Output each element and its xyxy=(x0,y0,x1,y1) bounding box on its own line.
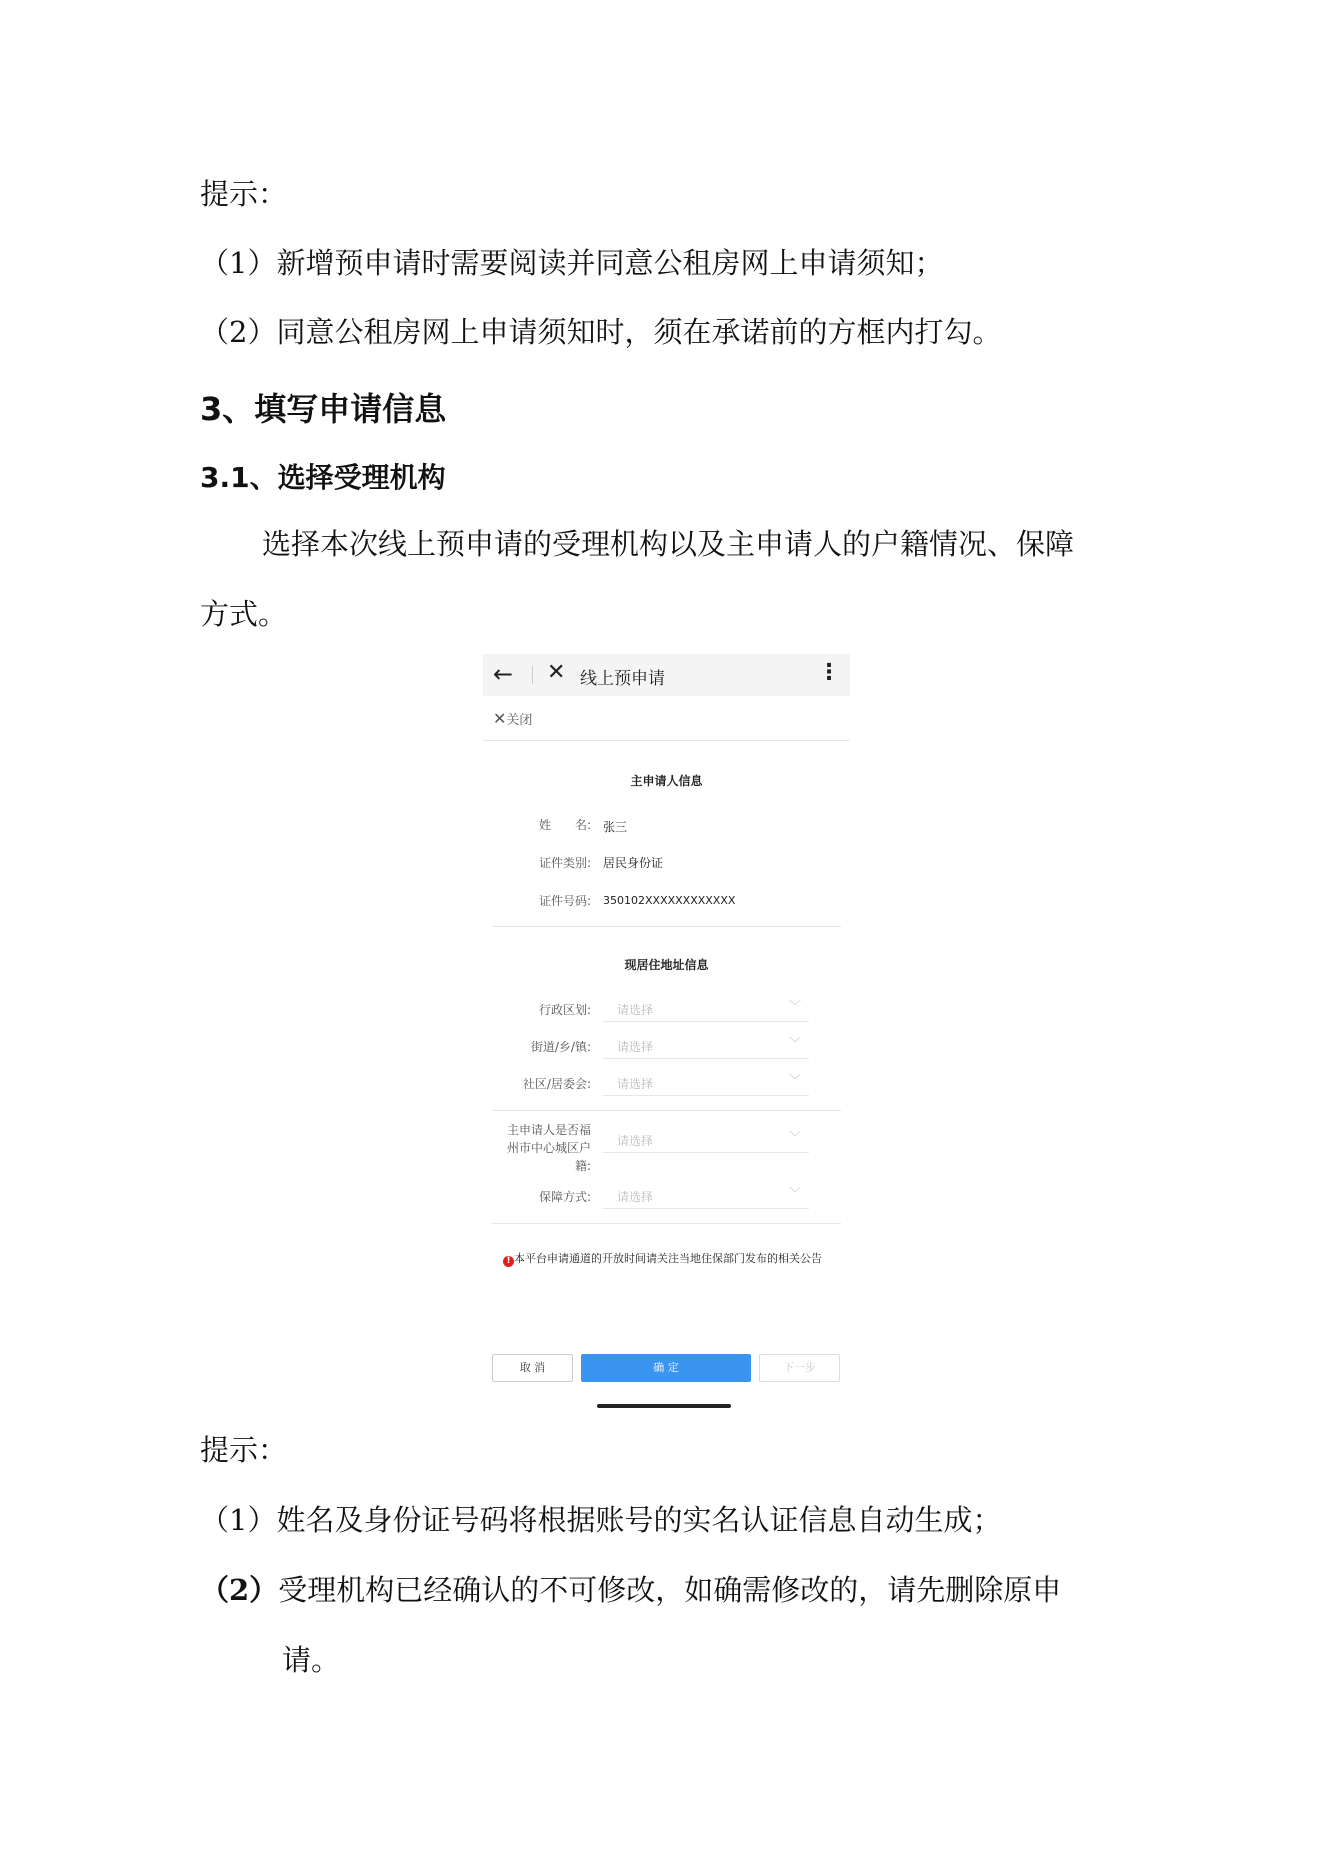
tip-item-3: （1）姓名及身份证号码将根据账号的实名认证信息自动生成； xyxy=(200,1503,1002,1537)
cancel-button[interactable]: 取 消 xyxy=(492,1354,573,1382)
tip-label-2: 提示： xyxy=(200,1433,288,1467)
district-select[interactable] xyxy=(603,993,809,1022)
tip-item-2: （2）同意公租房网上申请须知时，须在承诺前的方框内打勾。 xyxy=(200,315,1002,349)
intro-line-2: 方式。 xyxy=(200,597,288,631)
guarantee-placeholder: 请选择 xyxy=(617,1190,654,1204)
district-label: 行政区划: xyxy=(538,1003,591,1017)
community-placeholder: 请选择 xyxy=(617,1077,654,1091)
chevron-down-icon: ﹀ xyxy=(788,1186,801,1200)
id-number-value: 350102XXXXXXXXXXXX xyxy=(603,894,736,907)
id-number-label: 证件号码: xyxy=(538,894,591,908)
phone-screenshot xyxy=(483,654,850,1412)
hukou-label-line-1: 主申请人是否福 xyxy=(506,1123,591,1137)
guarantee-select[interactable] xyxy=(603,1180,809,1209)
tip-item-1: （1）新增预申请时需要阅读并同意公租房网上申请须知； xyxy=(200,246,944,280)
more-menu-icon[interactable]: ⋮ xyxy=(818,660,840,685)
topbar-title: 线上预申请 xyxy=(580,669,665,689)
applicant-section-title: 主申请人信息 xyxy=(630,774,703,788)
tip-item-4-number: （2） xyxy=(200,1573,279,1607)
tip-item-4-text: 受理机构已经确认的不可修改，如确需修改的，请先删除原申 xyxy=(278,1573,1062,1607)
close-x-icon: ✕ xyxy=(493,709,507,728)
id-type-value: 居民身份证 xyxy=(603,856,664,870)
close-label: 关闭 xyxy=(506,713,533,728)
guarantee-label: 保障方式: xyxy=(538,1190,591,1204)
intro-line-1: 选择本次线上预申请的受理机构以及主申请人的户籍情况、保障 xyxy=(262,527,1075,561)
divider xyxy=(483,740,850,741)
top-bar xyxy=(483,654,850,696)
back-arrow-icon[interactable]: ← xyxy=(493,660,514,688)
hukou-select[interactable] xyxy=(603,1124,809,1153)
home-indicator xyxy=(597,1404,731,1408)
street-label: 街道/乡/镇: xyxy=(530,1040,591,1054)
chevron-down-icon: ﹀ xyxy=(788,999,801,1013)
chevron-down-icon: ﹀ xyxy=(788,1130,801,1144)
street-placeholder: 请选择 xyxy=(617,1040,654,1054)
street-select[interactable] xyxy=(603,1030,809,1059)
name-value: 张三 xyxy=(603,820,628,834)
name-label: 姓 名: xyxy=(538,818,591,832)
divider xyxy=(492,926,841,927)
community-select[interactable] xyxy=(603,1067,809,1096)
hukou-placeholder: 请选择 xyxy=(617,1134,654,1148)
notice-text: 本平台申请通道的开放时间请关注当地住保部门发布的相关公告 xyxy=(514,1252,822,1265)
hukou-label-line-3: 籍: xyxy=(574,1159,591,1173)
divider xyxy=(532,666,533,684)
next-step-button[interactable]: 下一步 xyxy=(759,1354,840,1382)
tip-label-1: 提示： xyxy=(200,177,288,211)
hukou-label-line-2: 州市中心城区户 xyxy=(506,1141,591,1155)
close-icon[interactable]: ✕ xyxy=(547,660,566,685)
heading-3: 3、填写申请信息 xyxy=(200,390,447,428)
address-section-title: 现居住地址信息 xyxy=(624,958,709,972)
chevron-down-icon: ﹀ xyxy=(788,1073,801,1087)
heading-3-1: 3.1、选择受理机构 xyxy=(200,461,446,494)
community-label: 社区/居委会: xyxy=(522,1077,591,1091)
district-placeholder: 请选择 xyxy=(617,1003,654,1017)
warning-icon: ! xyxy=(503,1256,514,1267)
close-button[interactable] xyxy=(493,709,532,728)
confirm-button[interactable]: 确 定 xyxy=(581,1354,751,1382)
chevron-down-icon: ﹀ xyxy=(788,1036,801,1050)
tip-item-4 xyxy=(200,1572,1061,1608)
divider xyxy=(492,1223,841,1224)
notice xyxy=(503,1250,822,1267)
id-type-label: 证件类别: xyxy=(538,856,591,870)
tip-item-4-continuation: 请。 xyxy=(282,1643,341,1677)
divider xyxy=(492,1110,841,1111)
